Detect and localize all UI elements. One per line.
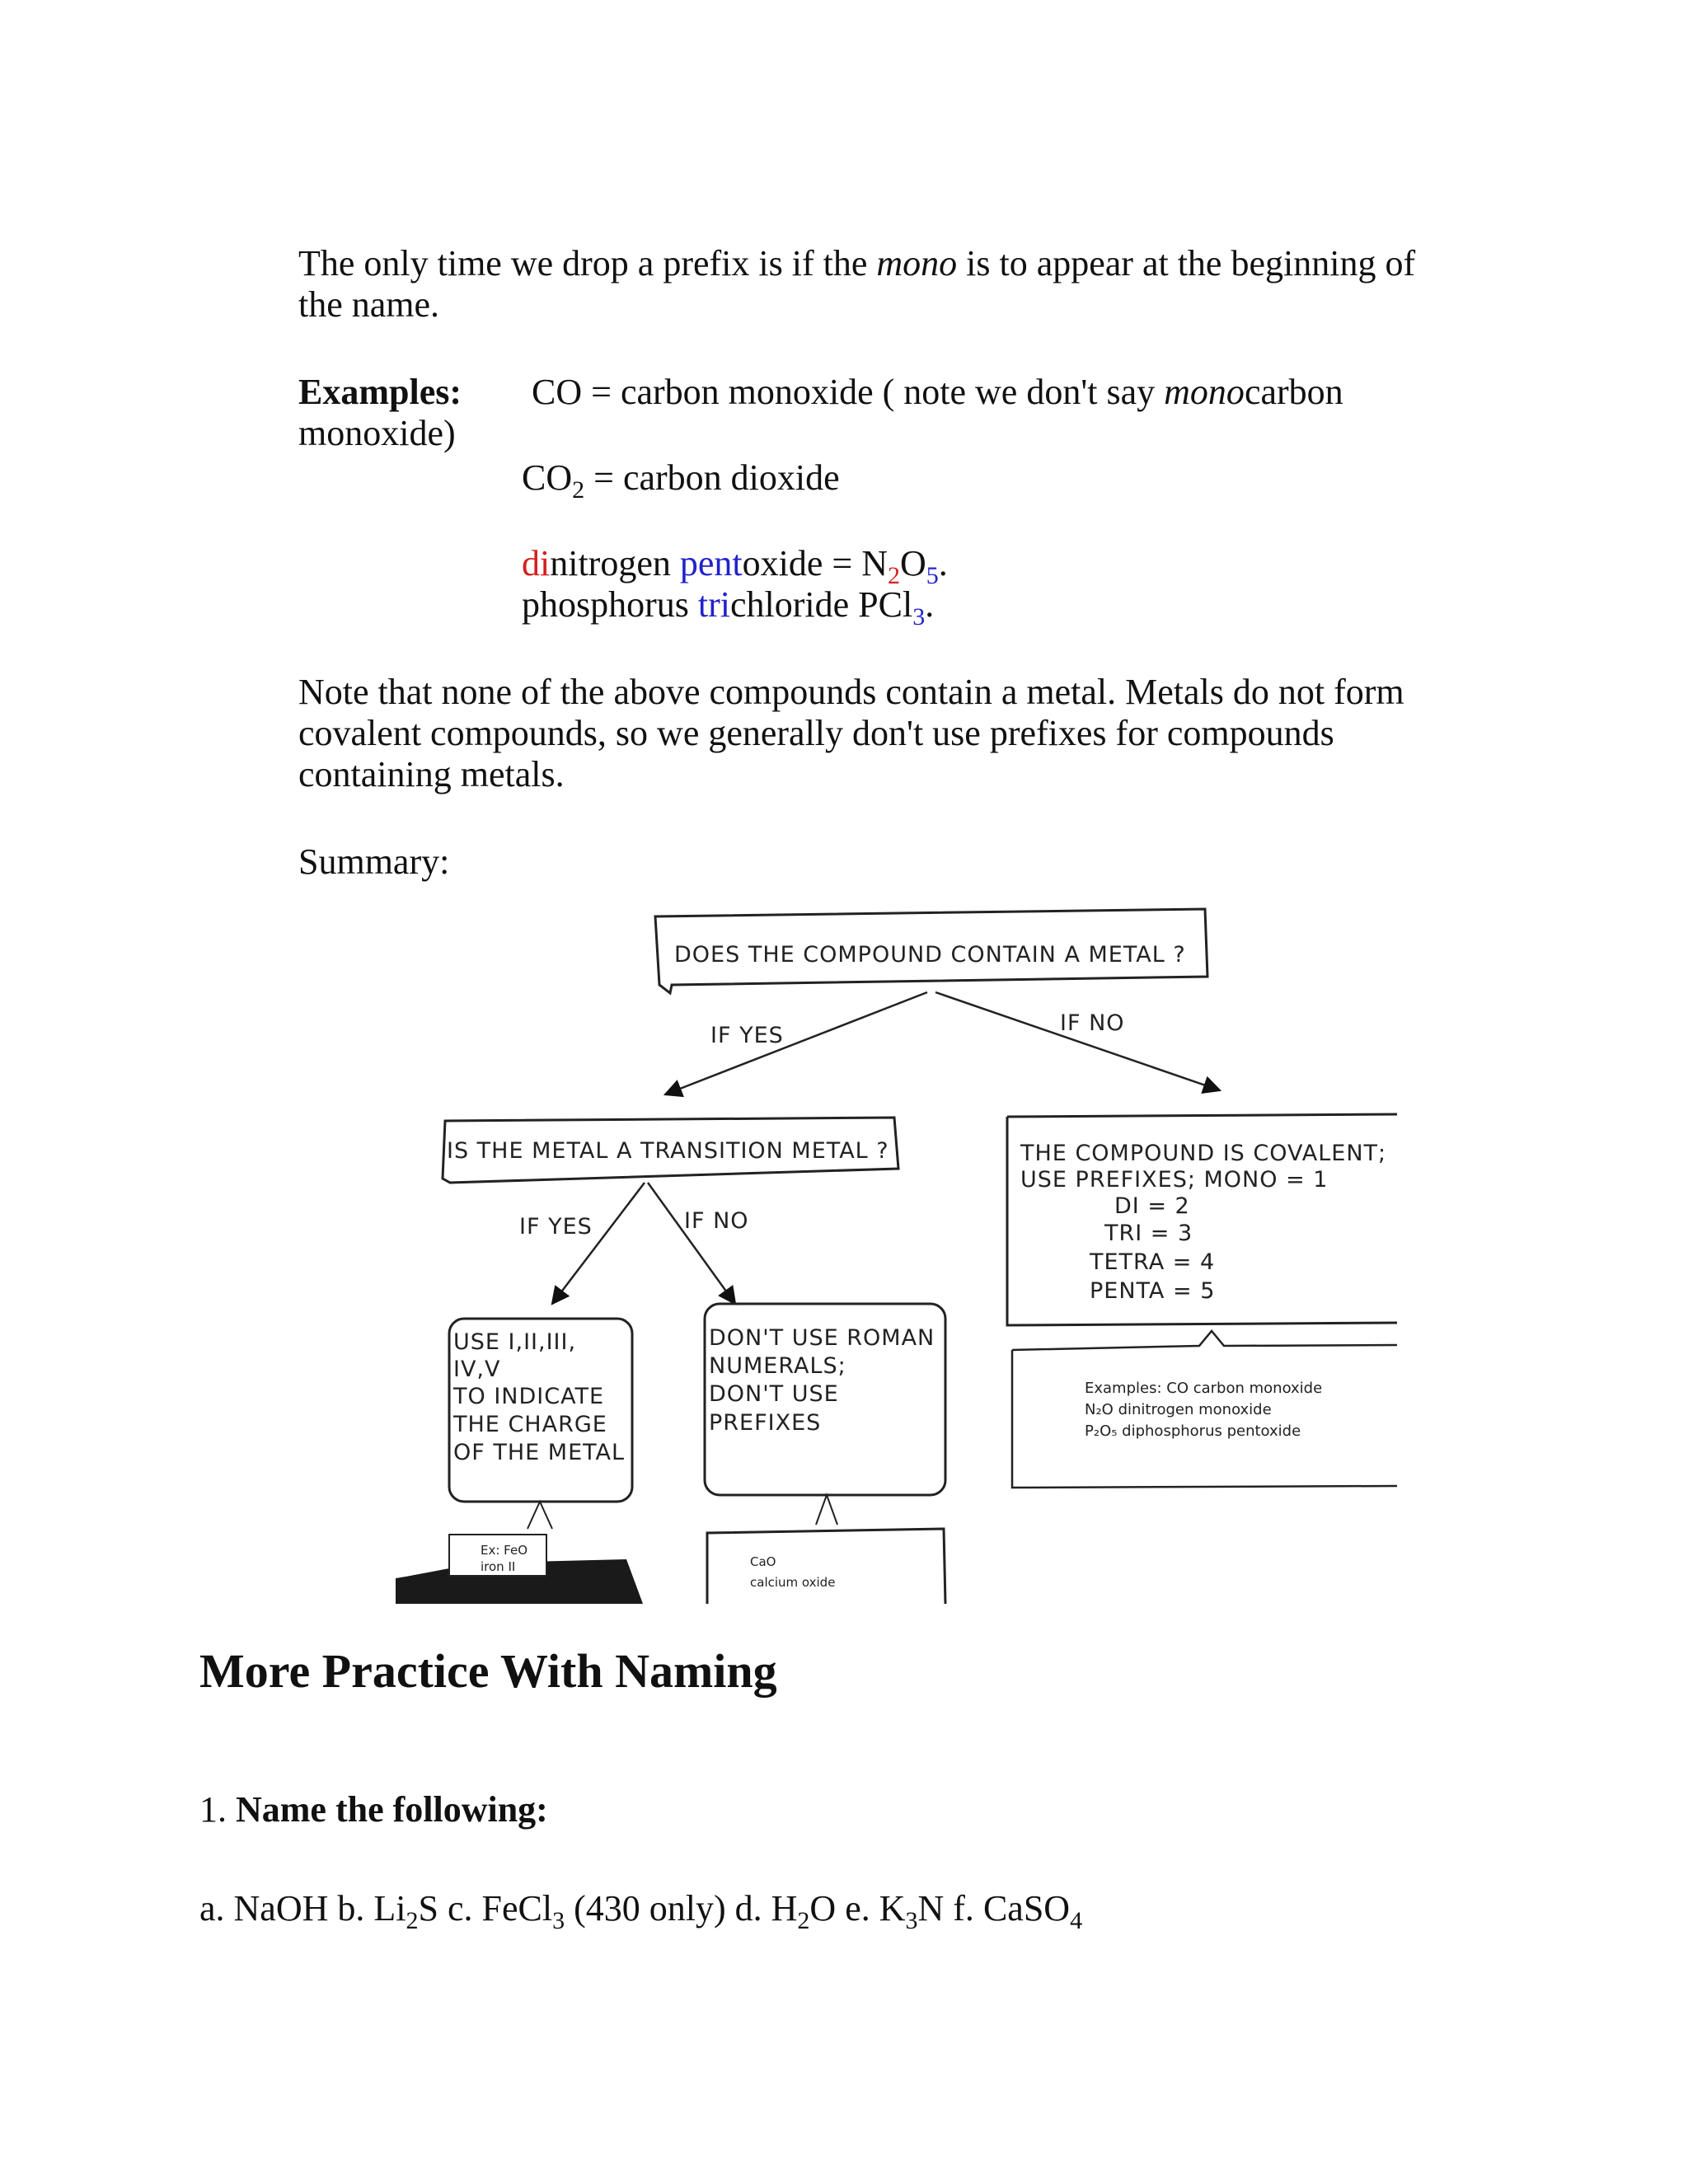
intro-emphasis: mono (876, 243, 958, 284)
item-e-label: e. (836, 1888, 879, 1929)
no-roman-line-4: PREFIXES (709, 1410, 822, 1436)
example-co-continued: monoxide) (298, 413, 456, 453)
covalent-line-2: USE PREFIXES; MONO = 1 (1020, 1167, 1329, 1193)
example-co-text: CO = carbon monoxide ( note we don't say (532, 372, 1165, 412)
summary-label: Summary: (298, 841, 450, 882)
co2-name: = carbon dioxide (584, 457, 840, 498)
branch-q2-no (648, 1183, 735, 1304)
item-b-label: b. (328, 1888, 374, 1929)
pcl3-text-a: phosphorus (522, 584, 698, 625)
covalent-example-3: P₂O₅ diphosphorus pentoxide (1085, 1422, 1301, 1440)
roman-example-box (396, 1535, 643, 1604)
no-roman-example-box (707, 1529, 945, 1604)
no-roman-line-3: DON'T USE (709, 1381, 839, 1407)
n2o5-text-d: . (938, 543, 948, 583)
item-c-formula: FeCl (481, 1888, 553, 1929)
no-roman-line-1: DON'T USE ROMAN (709, 1325, 935, 1351)
branch-q2-yes (552, 1183, 645, 1304)
roman-example-2: iron II (481, 1559, 516, 1574)
intro-text-cont: is to appear at the beginning of (957, 243, 1416, 284)
item-a-label: a. (199, 1888, 234, 1929)
practice-heading: More Practice With Naming (199, 1644, 777, 1698)
no-roman-line-2: NUMERALS; (709, 1353, 846, 1379)
no-roman-box (705, 1304, 945, 1525)
practice-question-1 (199, 1788, 548, 1831)
covalent-example-2: N₂O dinitrogen monoxide (1085, 1401, 1272, 1418)
pcl3-text-b: chloride PCl (730, 584, 913, 625)
label-q1-yes: IF YES (710, 1023, 784, 1048)
covalent-tetra: TETRA = 4 (1090, 1249, 1216, 1275)
item-f-label: f. (944, 1888, 983, 1929)
intro-text: The only time we drop a prefix is if the (298, 243, 877, 284)
item-d-subscript: 2 (797, 1906, 810, 1934)
covalent-box (1007, 1114, 1397, 1325)
no-roman-example-1: CaO (750, 1554, 776, 1569)
examples-label: Examples: (298, 372, 462, 412)
n2o5-text-c: O (899, 543, 926, 583)
item-c-subscript: 3 (552, 1906, 565, 1934)
item-f-formula: CaSO (982, 1888, 1071, 1929)
n2o5-text-a: nitrogen (550, 543, 680, 583)
covalent-penta: PENTA = 5 (1090, 1278, 1216, 1304)
item-e-formula-end: N (917, 1888, 945, 1929)
item-a-formula: NaOH (233, 1888, 329, 1929)
example-co-post: carbon (1244, 372, 1343, 412)
practice-items (199, 1887, 1082, 1943)
question-transition-metal (443, 1118, 898, 1183)
example-pcl3 (522, 583, 934, 639)
roman-line-5: OF THE METAL (453, 1440, 626, 1465)
item-b-formula-end: S (418, 1888, 438, 1929)
no-roman-example-2: calcium oxide (750, 1575, 836, 1590)
n2o5-subscript-n: 2 (887, 561, 900, 589)
n2o5-text-b: oxide = N (742, 543, 888, 583)
item-b-subscript: 2 (406, 1906, 419, 1934)
q2-text: IS THE METAL A TRANSITION METAL ? (447, 1138, 889, 1164)
example-co (532, 371, 1343, 414)
prefix-tri: tri (697, 584, 731, 625)
pcl3-subscript: 3 (912, 602, 926, 630)
item-b-formula: Li (373, 1888, 406, 1929)
item-e-formula: K (879, 1888, 906, 1929)
note-line-1: Note that none of the above compounds contain a metal. Metals do not form (298, 672, 1404, 712)
q1-text: DOES THE COMPOUND CONTAIN A METAL ? (674, 942, 1186, 968)
item-d-formula: H (771, 1888, 798, 1929)
roman-line-3: TO INDICATE (453, 1384, 605, 1409)
question-contains-metal (655, 909, 1207, 993)
roman-line-4: THE CHARGE (453, 1412, 607, 1437)
label-q1-no: IF NO (1060, 1010, 1125, 1036)
question-number: 1. (199, 1789, 236, 1830)
pcl3-text-c: . (925, 584, 935, 625)
prefix-di: di (522, 543, 551, 583)
n2o5-subscript-o: 5 (926, 561, 939, 589)
example-co2 (522, 457, 840, 512)
item-d-label: d. (725, 1888, 771, 1929)
item-f-subscript: 4 (1070, 1906, 1083, 1934)
label-q2-no: IF NO (684, 1208, 749, 1234)
note-line-2: covalent compounds, so we generally don't use prefixes for compounds (298, 713, 1334, 753)
covalent-examples-box (1012, 1331, 1397, 1488)
item-c-label: c. (438, 1888, 482, 1929)
covalent-di: DI = 2 (1114, 1193, 1190, 1219)
co2-subscript: 2 (572, 476, 585, 504)
note-line-3: containing metals. (298, 754, 565, 794)
label-q2-yes: IF YES (519, 1214, 593, 1240)
roman-numerals-box (449, 1319, 632, 1529)
item-d-formula-end: O (809, 1888, 837, 1929)
naming-flowchart (387, 890, 1401, 1607)
branch-q1-yes (665, 992, 927, 1094)
question-text: Name the following: (236, 1789, 548, 1830)
roman-example-1: Ex: FeO (481, 1543, 528, 1558)
intro-line-2: the name. (298, 284, 440, 325)
example-co-emphasis: mono (1164, 372, 1245, 412)
roman-line-1: USE I,II,III, (453, 1329, 577, 1355)
intro-line-1 (298, 242, 1415, 285)
covalent-example-1: Examples: CO carbon monoxide (1085, 1380, 1323, 1397)
co2-formula: CO (522, 457, 573, 498)
roman-line-2: IV,V (453, 1357, 501, 1382)
covalent-line-1: THE COMPOUND IS COVALENT; (1020, 1141, 1387, 1166)
covalent-tri: TRI = 3 (1104, 1221, 1193, 1246)
prefix-pent: pent (679, 543, 743, 583)
branch-q1-no (935, 992, 1220, 1090)
item-c-note: (430 only) (565, 1888, 726, 1929)
item-e-subscript: 3 (905, 1906, 918, 1934)
